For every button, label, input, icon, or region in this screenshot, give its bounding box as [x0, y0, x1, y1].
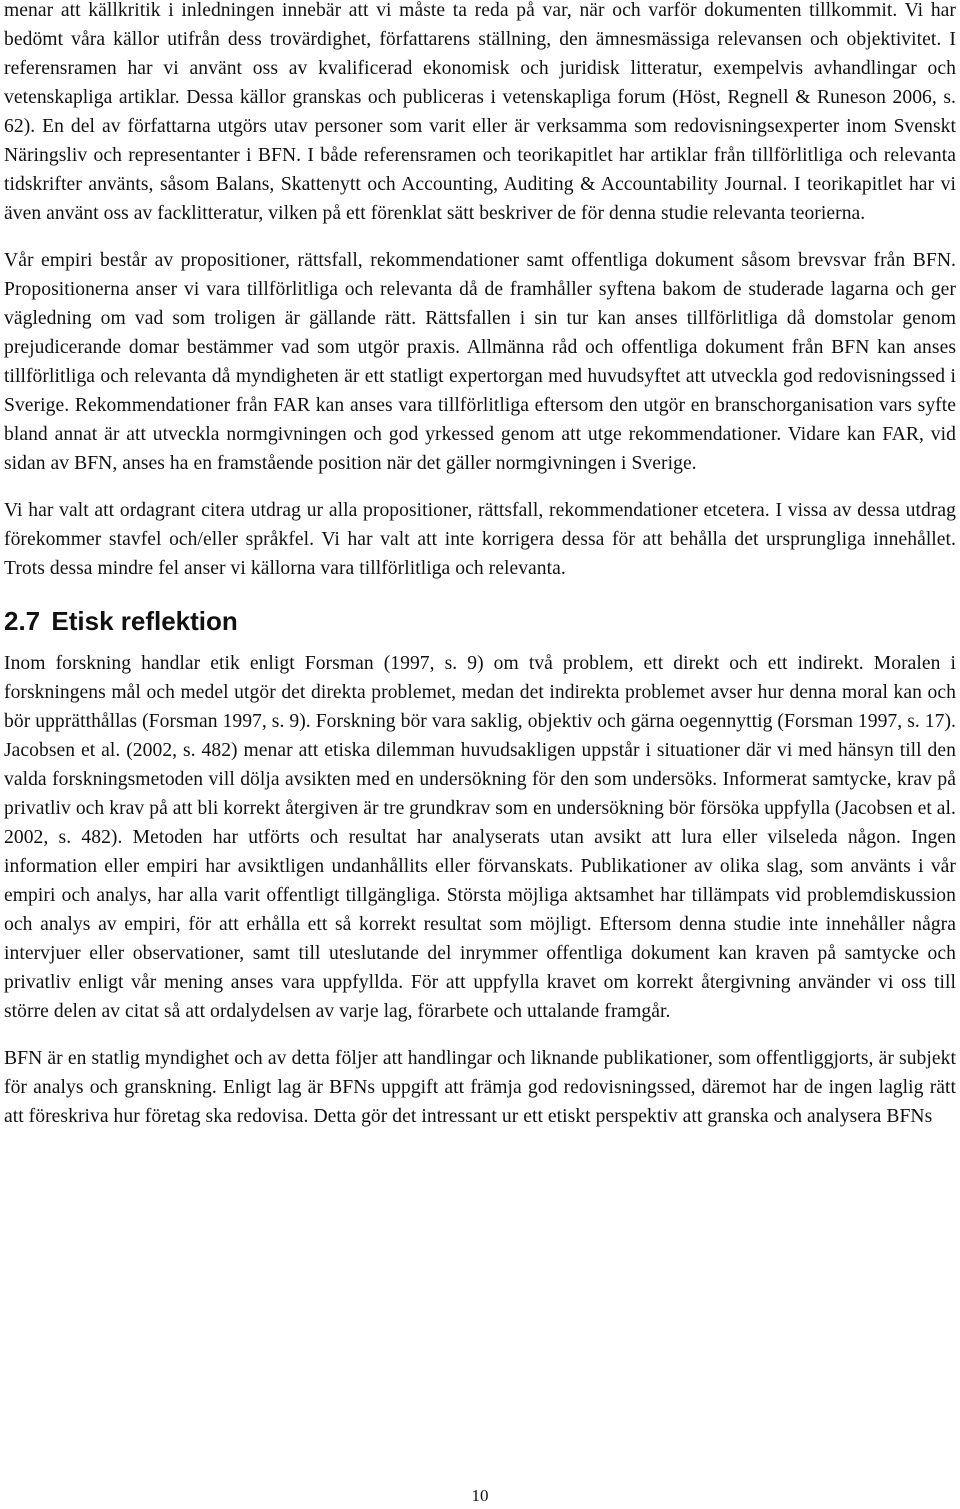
paragraph-source-criticism: menar att källkritik i inledningen innebär att vi måste ta reda på var, när och varför dokumenten tillkommit. Vi har bedömt våra källor utifrån dess trovärdighet, författarens ställning, den ämnesmässiga relevansen och objektivitet. I referensramen har vi använt oss av kvalificerad ekonomisk och juridisk litteratur, exempelvis avhandlingar och vetenskapliga artiklar. Dessa källor granskas och publiceras i vetenskapliga forum (Höst, Regnell & Runeson 2006, s. 62). En del av författarna utgörs utav personer som varit eller är verksamma som redovisningsexperter inom Svenskt Näringsliv och representanter i BFN. I både referensramen och teorikapitlet har artiklar från tillförlitliga och relevanta tidskrifter använts, såsom Balans, Skattenytt och Accounting, Auditing & Accountability Journal. I teorikapitlet har vi även använt oss av facklitteratur, vilken på ett förenklat sätt beskriver de för denna studie relevanta teorierna. [4, 0, 956, 224]
paragraph-empirical-material: Vår empiri består av propositioner, rättsfall, rekommendationer samt offentliga dokument såsom brevsvar från BFN. Propositionerna anser vi vara tillförlitliga och relevanta då de framhåller syftena bakom de studerade lagarna och ger vägledning om vad som troligen är gällande rätt. Rättsfallen i sin tur kan anses tillförlitliga då domstolar genom prejudicerande domar bestämmer vad som utgör praxis. Allmänna råd och offentliga dokument från BFN kan anses tillförlitliga och relevanta då myndigheten är ett statligt expertorgan med huvudsyftet att utveckla god redovisningssed i Sverige. Rekommendationer från FAR kan anses vara tillförlitliga eftersom den utgör en branschorganisation vars syfte bland annat är att utveckla normgivningen och god yrkessed genom att utge rekommendationer. Vidare kan FAR, vid sidan av BFN, anses ha en framstående position när det gäller normgivningen i Sverige. [4, 250, 956, 474]
paragraph-research-ethics: Inom forskning handlar etik enligt Forsman (1997, s. 9) om två problem, ett direkt och ett indirekt. Moralen i forskningens mål och medel utgör det direkta problemet, medan det indirekta problemet avser hur denna moral kan och bör upprätthållas (Forsman 1997, s. 9). Forskning bör vara saklig, objektiv och gärna oegennyttig (Forsman 1997, s. 17). Jacobsen et al. (2002, s. 482) menar att etiska dilemman huvudsakligen uppstår i situationer där vi med hänsyn till den valda forskningsmetoden vill dölja avsikten med en undersökning för den som undersöks. Informerat samtycke, krav på privatliv och krav på att bli korrekt återgiven är tre grundkrav som en undersökning bör försöka uppfylla (Jacobsen et al. 2002, s. 482). Metoden har utförts och resultat har analyserats utan avsikt att lura eller vilseleda någon. Ingen information eller empiri har avsiktligen undanhållits eller förvanskats. Publikationer av olika slag, som använts i vår empiri och analys, har alla varit offentligt tillgängliga. Största möjliga aktsamhet har tillämpats vid problemdiskussion och analys av empiri, för att erhålla ett så korrekt resultat som möjligt. Eftersom denna studie inte innehåller några intervjuer eller observationer, samt till uteslutande del inrymmer offentliga dokument kan kraven på samtycke och privatliv enligt vår mening anses vara uppfyllda. För att uppfylla kravet om korrekt återgivning använder vi oss till större delen av citat så att ordalydelsen av varje lag, förarbete och uttalande framgår. [4, 653, 956, 1022]
document-page [4, 0, 956, 1149]
paragraph-bfn-authority: BFN är en statlig myndighet och av detta följer att handlingar och liknande publikationer, som offentliggjorts, är subjekt för analys och granskning. Enligt lag är BFNs uppgift att främja god redovisningssed, däremot har de ingen laglig rätt att föreskriva hur företag ska redovisa. Detta gör det intressant ur ett etiskt perspektiv att granska och analysera BFNs [4, 1048, 956, 1127]
section-title: Etisk reflektion [51, 606, 238, 636]
section-number: 2.7 [4, 606, 41, 636]
paragraph-quotation-policy: Vi har valt att ordagrant citera utdrag ur alla propositioner, rättsfall, rekommendationer etcetera. I vissa av dessa utdrag förekommer stavfel och/eller språkfel. Vi har valt att inte korrigera dessa för att behålla det ursprungliga innehållet. Trots dessa mindre fel anser vi källorna vara tillförlitliga och relevanta. [4, 500, 956, 579]
section-heading [4, 605, 956, 637]
page-number: 10 [471, 1486, 489, 1505]
